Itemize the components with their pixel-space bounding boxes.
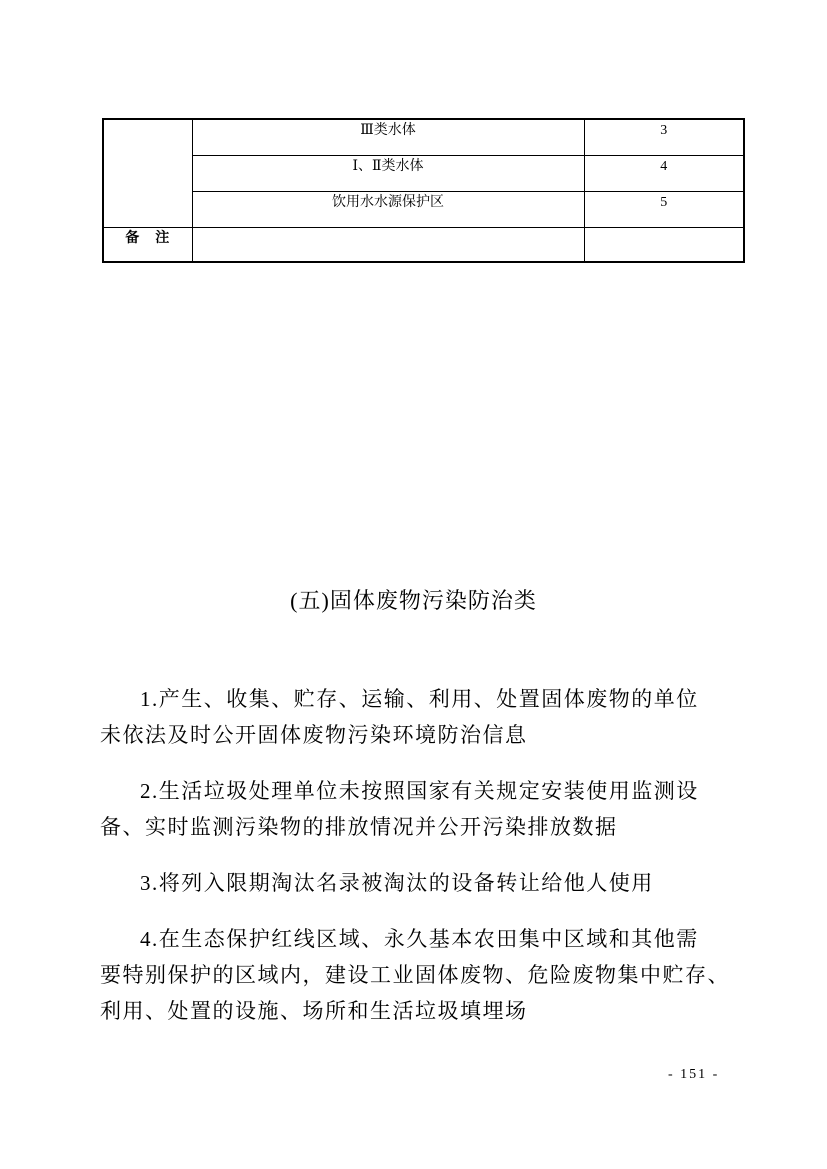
paragraph-line: 3.将列入限期淘汰名录被淘汰的设备转让给他人使用: [140, 871, 654, 895]
table-cell-water-body-value: 4: [584, 155, 744, 191]
paragraph-line: 1.产生、收集、贮存、运输、利用、处置固体废物的单位: [140, 687, 699, 711]
body-text: [100, 681, 730, 1049]
paragraph-line: 备、实时监测污染物的排放情况并公开污染排放数据: [100, 815, 618, 839]
section-heading: (五)固体废物污染防治类: [290, 588, 537, 613]
table-row: [103, 191, 744, 227]
paragraph-line: 4.在生态保护红线区域、永久基本农田集中区域和其他需: [140, 927, 699, 951]
table-cell-empty-header: [103, 119, 192, 227]
water-body-grade-table: [102, 118, 745, 263]
table-cell-water-body-label: 饮用水水源保护区: [192, 191, 584, 227]
paragraph-line: 利用、处置的设施、场所和生活垃圾填埋场: [100, 999, 528, 1023]
page-number: - 151 -: [668, 1067, 720, 1082]
paragraph-3: [100, 865, 712, 901]
table-cell-water-body-label: Ⅰ、Ⅱ类水体: [192, 155, 584, 191]
paragraph-4: [100, 921, 730, 1029]
paragraph-line: 要特别保护的区域内，建设工业固体废物、危险废物集中贮存、: [100, 963, 730, 987]
paragraph-line: 2.生活垃圾处理单位未按照国家有关规定安装使用监测设: [140, 779, 699, 803]
table-row: [103, 119, 744, 155]
table-cell-water-body-label: Ⅲ类水体: [192, 119, 584, 155]
table-cell-empty: [584, 227, 744, 262]
paragraph-2: [100, 773, 712, 845]
remark-label-cell: 备 注: [103, 227, 192, 262]
paragraph-line: 未依法及时公开固体废物污染环境防治信息: [100, 723, 528, 747]
table-row: [103, 155, 744, 191]
remark-content-cell: [192, 227, 584, 262]
table-row-remark: [103, 227, 744, 262]
table-cell-water-body-value: 3: [584, 119, 744, 155]
paragraph-1: [100, 681, 712, 753]
table-cell-water-body-value: 5: [584, 191, 744, 227]
